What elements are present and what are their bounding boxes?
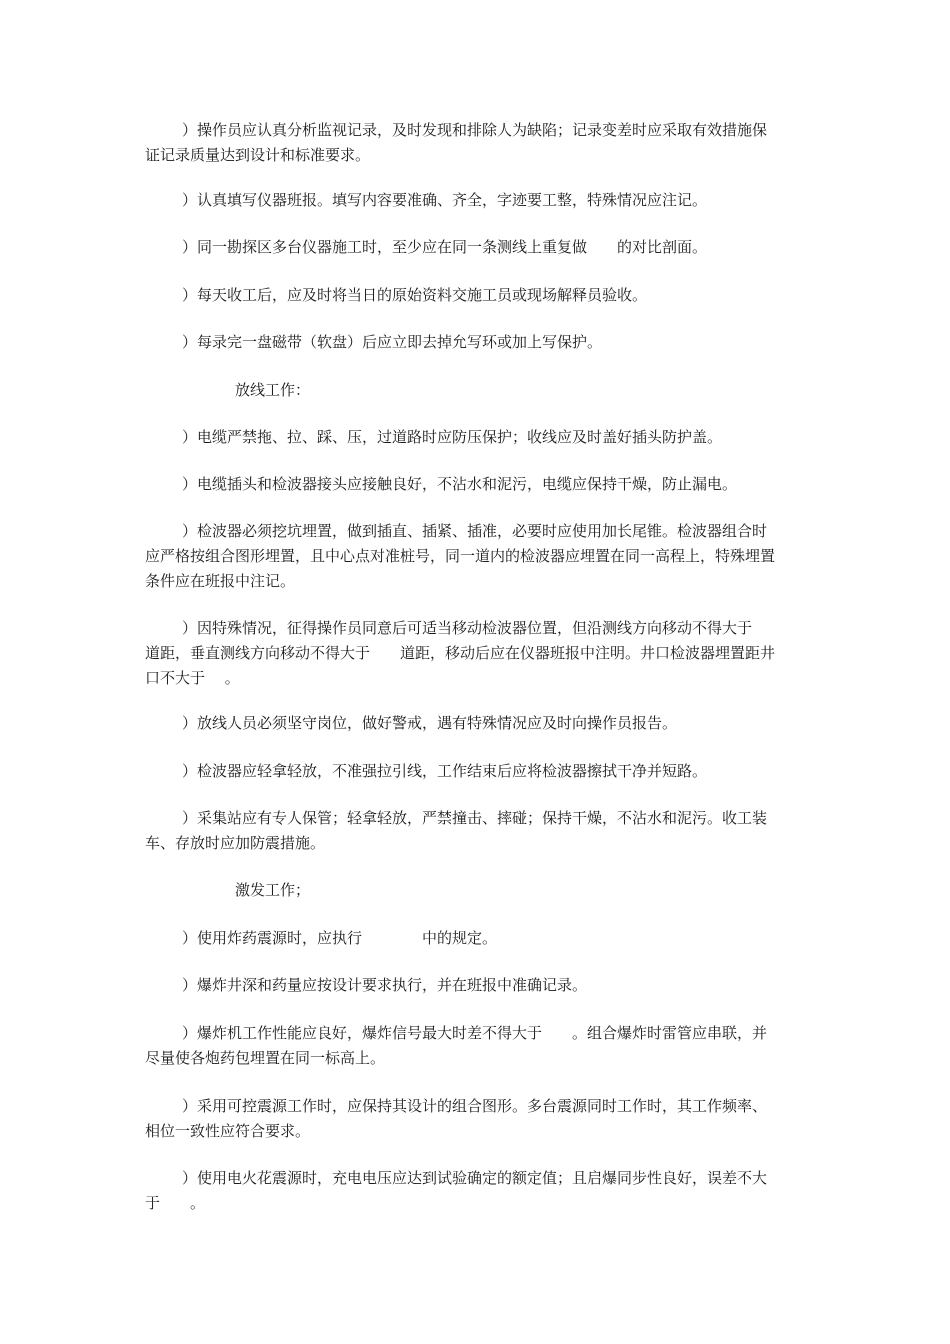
section-heading: 激发工作； (235, 881, 311, 899)
text-line: ）放线人员必须坚守岗位，做好警戒，遇有特殊情况应及时向操作员报告。 (182, 714, 678, 732)
paragraph-instrument-report (145, 188, 810, 213)
text-line: 应严格按组合图形埋置，且中心点对准桩号，同一道内的检波器应埋置在同一高程上，特殊埋置 (145, 547, 776, 565)
text-line: 车、存放时应加防震措施。 (145, 834, 326, 852)
paragraph-blaster (145, 1021, 810, 1071)
text-line: ）使用电火花震源时，充电电压应达到试验确定的额定值；且启爆同步性良好，误差不大 (182, 1169, 768, 1187)
text-line: ）检波器应轻拿轻放，不准强拉引线，工作结束后应将检波器擦拭干净并短路。 (182, 762, 708, 780)
text-line: ）采集站应有专人保管；轻拿轻放，严禁撞击、摔碰；保持干燥，不沾水和泥污。收工装 (182, 809, 768, 827)
text-line: 证记录质量达到设计和标准要求。 (145, 146, 371, 164)
text-line: 口不大于 。 (145, 669, 240, 687)
text-line: ）采用可控震源工作时，应保持其设计的组合图形。多台震源同时工作时，其工作频率、 (182, 1097, 768, 1115)
text-line: ）检波器必须挖坑埋置，做到插直、插紧、插准，必要时应使用加长尾锥。检波器组合时 (182, 522, 768, 540)
section-heading-excitation (145, 878, 810, 903)
text-line: ）每录完一盘磁带（软盘）后应立即去掉允写环或加上写保护。 (182, 333, 603, 351)
text-line: ）每天收工后，应及时将当日的原始资料交施工员或现场解释员验收。 (182, 286, 648, 304)
paragraph-guard-duty (145, 711, 810, 736)
text-line: 道距，垂直测线方向移动不得大于 道距，移动后应在仪器班报中注明。井口检波器埋置距井 (145, 644, 776, 662)
paragraph-write-protect (145, 330, 810, 355)
paragraph-well-depth (145, 973, 810, 998)
paragraph-geophone-moving (145, 616, 810, 691)
section-heading: 放线工作： (235, 381, 311, 399)
text-line: 尽量使各炮药包埋置在同一标高上。 (145, 1049, 386, 1067)
paragraph-monitor-record (145, 118, 810, 168)
paragraph-geophone-burying (145, 519, 810, 594)
paragraph-station-storage (145, 806, 810, 856)
text-line: ）爆炸井深和药量应按设计要求执行，并在班报中准确记录。 (182, 976, 588, 994)
text-line: ）操作员应认真分析监视记录，及时发现和排除人为缺陷；记录变差时应采取有效措施保 (182, 121, 768, 139)
text-line: 于 。 (145, 1194, 206, 1212)
paragraph-cable-connector (145, 472, 810, 497)
text-line: 条件应在班报中注记。 (145, 572, 296, 590)
text-line: ）同一勘探区多台仪器施工时，至少应在同一条测线上重复做 的对比剖面。 (182, 238, 708, 256)
text-line: ）认真填写仪器班报。填写内容要准确、齐全，字迹要工整，特殊情况应注记。 (182, 191, 708, 209)
text-line: 相位一致性应符合要求。 (145, 1122, 311, 1140)
text-line: ）因特殊情况，征得操作员同意后可适当移动检波器位置，但沿测线方向移动不得大于 (182, 619, 753, 637)
text-line: ）爆炸机工作性能应良好，爆炸信号最大时差不得大于 。组合爆炸时雷管应串联，并 (182, 1024, 768, 1042)
paragraph-explosive-source (145, 926, 810, 951)
paragraph-vibroseis (145, 1094, 810, 1144)
paragraph-comparison-profile (145, 235, 810, 260)
section-heading-line-laying (145, 378, 810, 403)
paragraph-spark-source (145, 1166, 810, 1216)
text-line: ）电缆严禁拖、拉、踩、压，过道路时应防压保护；收线应及时盖好插头防护盖。 (182, 428, 723, 446)
text-line: ）使用炸药震源时，应执行 中的规定。 (182, 929, 498, 947)
paragraph-cable-protection (145, 425, 810, 450)
text-line: ）电缆插头和检波器接头应接触良好，不沾水和泥污，电缆应保持干燥，防止漏电。 (182, 475, 738, 493)
paragraph-daily-acceptance (145, 283, 810, 308)
paragraph-geophone-handling (145, 759, 810, 784)
